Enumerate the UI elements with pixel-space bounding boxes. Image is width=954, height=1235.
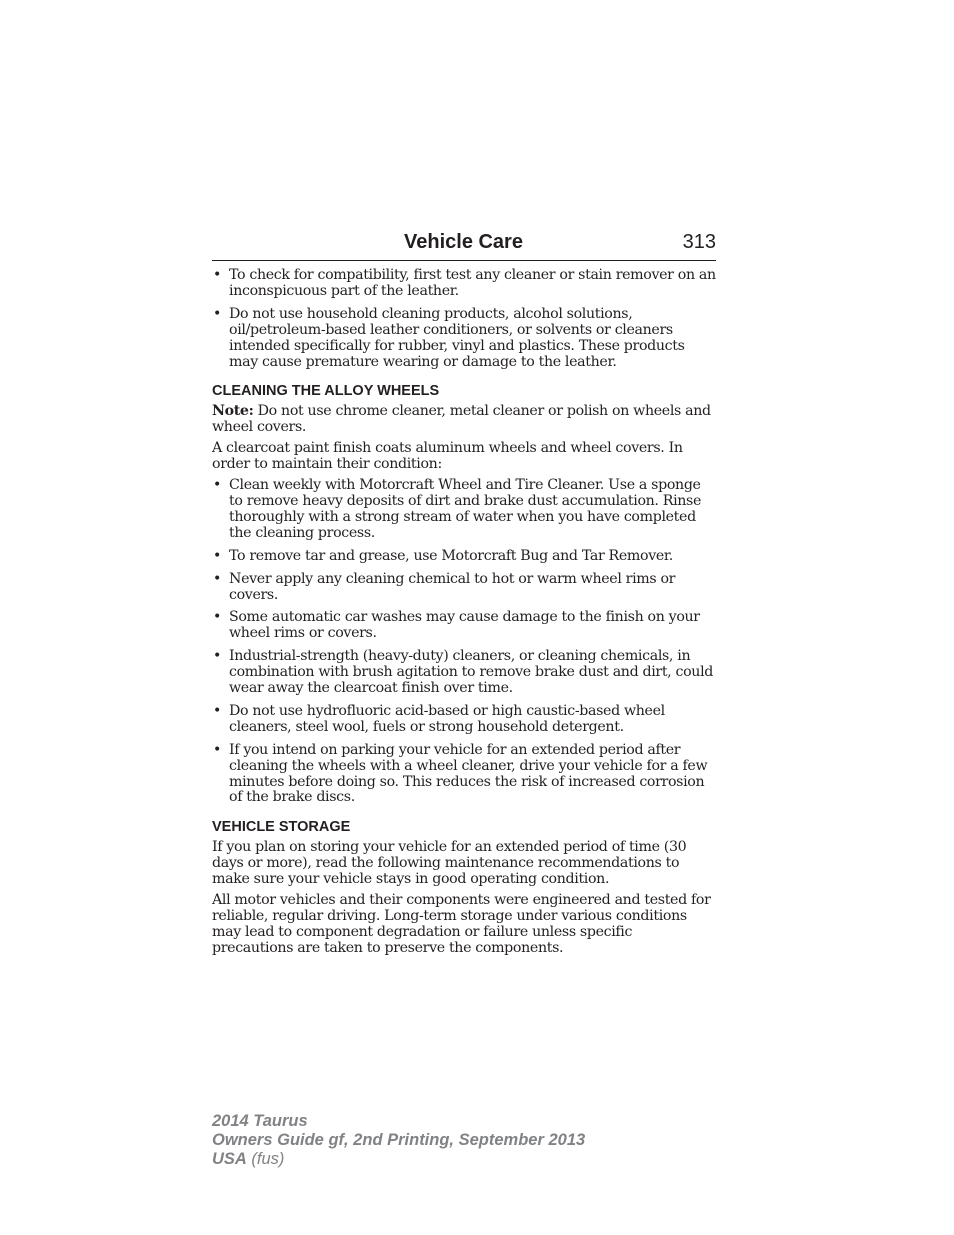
leather-bullet-list [212,268,716,370]
note-text: Do not use chrome cleaner, metal cleaner or polish on wheels and wheel covers. [212,403,711,436]
section-title: Vehicle Care [404,231,523,253]
list-item [212,610,716,642]
list-item [212,268,716,300]
bullet-icon: • [213,648,222,665]
footer-region-code: (fus) [246,1150,285,1168]
page-footer [212,1112,585,1169]
list-item-text: Never apply any cleaning chemical to hot or warm wheel rims or covers. [229,570,676,603]
page-header [212,228,716,261]
alloy-wheels-intro: A clearcoat paint finish coats aluminum wheels and wheel covers. In order to maintain their condition: [212,440,683,473]
page-content [212,268,716,962]
alloy-wheels-heading: CLEANING THE ALLOY WHEELS [212,383,440,400]
list-item-text: Do not use hydrofluoric acid-based or high caustic-based wheel cleaners, steel wool, fuels or strong household detergent. [229,702,665,735]
list-item-text: To remove tar and grease, use Motorcraft Bug and Tar Remover. [229,547,673,564]
footer-region-main: USA [212,1150,247,1168]
page-number: 313 [682,231,716,253]
bullet-icon: • [213,741,222,758]
list-item-text: If you intend on parking your vehicle for an extended period after cleaning the wheels with a wheel cleaner, drive your vehicle for a few minutes before doing so. This reduces the risk of increased corrosion of the brake discs. [229,741,708,806]
list-item [212,478,716,542]
footer-model: 2014 Taurus [212,1112,308,1130]
list-item-text: To check for compatibility, first test any cleaner or stain remover on an inconspicuous part of the leather. [229,267,716,299]
list-item [212,307,716,371]
bullet-icon: • [213,609,222,626]
footer-edition: Owners Guide gf, 2nd Printing, September 2013 [212,1131,586,1149]
list-item-text: Do not use household cleaning products, alcohol solutions, oil/petroleum-based leather conditioners, or solvents or cleaners intended specifically for rubber, vinyl and plastics. These products may cause premature wearing or damage to the leather. [229,305,685,370]
bullet-icon: • [213,305,222,322]
list-item [212,743,716,807]
list-item-text: Some automatic car washes may cause damage to the finish on your wheel rims or covers. [229,609,700,642]
bullet-icon: • [213,477,222,494]
alloy-wheels-bullet-list [212,478,716,806]
list-item-text: Clean weekly with Motorcraft Wheel and Tire Cleaner. Use a sponge to remove heavy deposits of dirt and brake dust accumulation. Rinse thoroughly with a strong stream of water when you have completed the cleaning process. [229,477,702,541]
bullet-icon: • [213,702,222,719]
list-item [212,572,716,604]
bullet-icon: • [213,267,222,283]
list-item [212,649,716,697]
bullet-icon: • [213,570,222,587]
vehicle-storage-paragraph-2: All motor vehicles and their components were engineered and tested for reliable, regular driving. Long-term storage under various conditions may lead to component degradation or failure unless specific precautions are taken to preserve the components. [212,892,711,956]
note-paragraph [212,404,716,436]
note-label: Note: [212,403,254,420]
bullet-icon: • [213,547,222,564]
vehicle-storage-paragraph-1: If you plan on storing your vehicle for an extended period of time (30 days or more), read the following maintenance recommendations to make sure your vehicle stays in good operating condition. [212,839,687,888]
list-item [212,704,716,736]
footer-region [212,1150,585,1169]
list-item [212,549,716,565]
vehicle-storage-heading: VEHICLE STORAGE [212,819,351,836]
list-item-text: Industrial-strength (heavy-duty) cleaners, or cleaning chemicals, in combination with brush agitation to remove brake dust and dirt, could wear away the clearcoat finish over time. [229,648,713,697]
